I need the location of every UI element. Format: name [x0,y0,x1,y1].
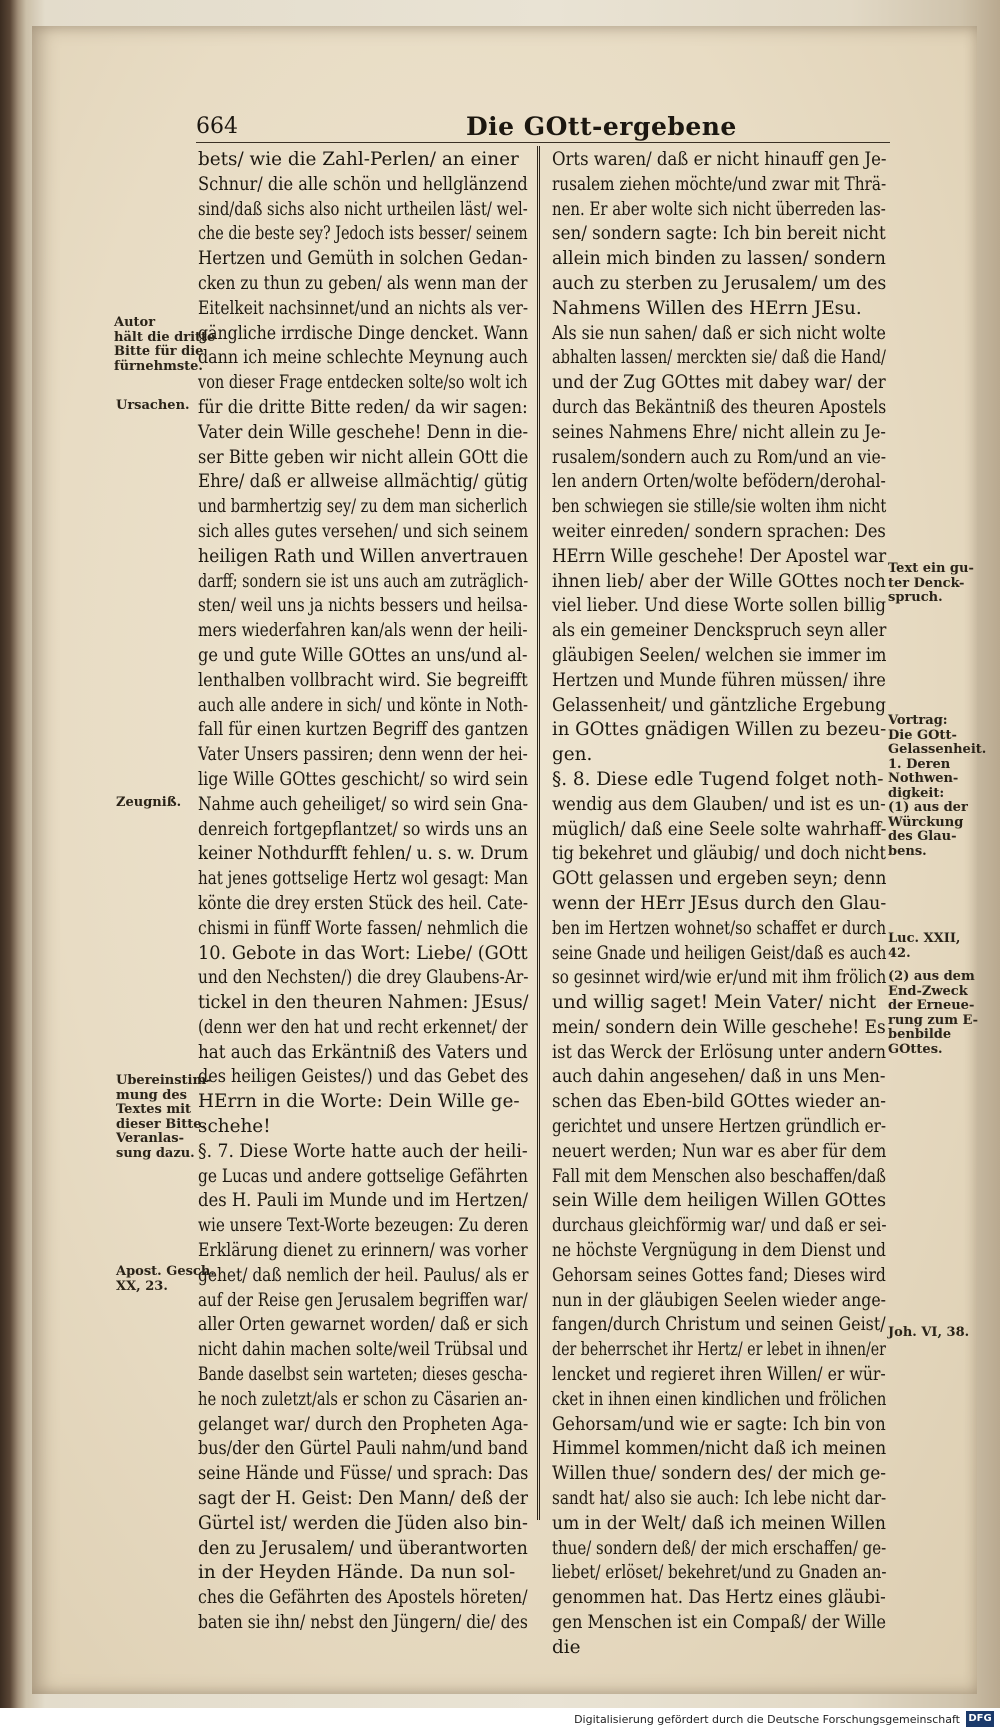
margin-note-zeugniss: Zeugniß. [116,795,182,810]
text-line: und den Nechsten/) die drey Glaubens-Ar- [198,967,529,989]
text-line: he noch zuletzt/als er schon zu Cäsarien an- [198,1388,528,1410]
text-line: Vater dein Wille geschehe! Denn in die- [198,421,529,443]
text-line: fangen/durch Christum und seinen Geist/ [552,1314,886,1336]
text-line: bets/ wie die Zahl-Perlen/ an einer [198,149,519,170]
text-line: und willig saget! Mein Vater/ nicht [552,992,877,1014]
text-line: len andern Orten/wolte befödern/derohal- [552,471,886,493]
text-line: denreich fortgepflantzet/ so wirds uns an [198,818,528,840]
text-line: weiter einreden/ sondern sprachen: Des [552,520,886,542]
text-line: sen/ sondern sagte: Ich bin bereit nicht [552,223,886,245]
text-line: abhalten lassen/ merckten sie/ daß die Hand/ [552,347,886,369]
margin-note-uebereinstimmung: Ubereinstim- mung des Textes mit dieser Bitte. Veranlas- sung dazu. [116,1073,212,1161]
text-line: Himmel kommen/nicht daß ich meinen [552,1438,887,1460]
text-line: wie unsere Text-Worte bezeugen: Zu deren [198,1215,529,1237]
text-line: Gehorsam seines Gottes fand; Dieses wird [552,1264,886,1286]
margin-note-endzweck: (2) aus dem End-Zweck der Erneue- rung zum E- benbilde GOttes. [888,969,979,1057]
text-line: tig bekehret und gläubig/ und doch nicht [552,843,886,865]
text-line: als ein gemeiner Denckspruch seyn aller [552,620,887,642]
text-line: Fall mit dem Menschen also beschaffen/daß [552,1165,886,1187]
text-line: HErrn in die Worte: Dein Wille ge- [198,1091,520,1113]
text-line: ne höchste Vergnügung in dem Dienst und [552,1240,886,1262]
text-line: für die dritte Bitte reden/ da wir sagen: [198,396,528,418]
column-divider [537,146,540,1520]
text-line: baten sie ihn/ nebst den Jüngern/ die/ des [198,1612,528,1634]
text-line: Ehre/ daß er allweise allmächtig/ gütig [198,471,528,493]
text-line: Erklärung dienet zu erinnern/ was vorher [198,1240,528,1262]
text-line: lige Wille GOttes geschicht/ so wird sein [198,768,529,790]
text-line: 10. Gebote in das Wort: Liebe/ (GOtt [198,942,528,964]
text-line: HErrn Wille geschehe! Der Apostel war [552,545,887,567]
page-number: 664 [196,114,238,139]
margin-note-luc: Luc. XXII, 42. [888,931,961,961]
text-line: cken zu thun zu geben/ als wenn man der [198,272,528,294]
text-line: nun in der gläubigen Seelen wieder ange- [552,1289,886,1311]
dfg-logo-icon: DFG [966,1711,994,1727]
text-line: auch zu sterben zu Jerusalem/ um des [552,272,887,294]
footer-credit: Digitalisierung gefördert durch die Deutsche Forschungsgemeinschaft [574,1713,960,1726]
text-line: schehe! [198,1116,271,1138]
margin-note-text-spruch: Text ein gu- ter Denck- spruch. [888,561,974,605]
text-line: §. 8. Diese edle Tugend folget noth- [552,768,884,790]
text-line: Eitelkeit nachsinnet/und an nichts als ver- [198,297,529,319]
text-line: Gehorsam/und wie er sagte: Ich bin von [552,1413,886,1435]
text-line: sten/ weil uns ja nichts bessers und heilsa- [198,595,528,617]
running-title: Die GOtt-ergebene [466,112,737,141]
text-line: lenthalben vollbracht wird. Sie begreifft [198,669,528,691]
text-line: nicht dahin machen solte/weil Trübsal und [198,1339,528,1361]
text-line: dann ich meine schlechte Meynung auch [198,347,528,369]
page-header [196,112,890,144]
text-line: und barmhertzig sey/ zu dem man sicherlich [198,496,528,518]
text-line: sein Wille dem heiligen Willen GOttes [552,1190,887,1212]
text-line: ser Bitte geben wir nicht allein GOtt die [198,446,529,468]
right-text-column [552,148,886,1661]
text-line: Bande daselbst sein warteten; dieses gescha- [198,1364,528,1386]
text-line: tickel in den theuren Nahmen: JEsus/ [198,992,529,1014]
text-line: Gürtel ist/ werden die Jüden also bin- [198,1512,528,1534]
text-line: Schnur/ die alle schön und hellglänzend [198,173,528,195]
margin-note-autor: Autor hält die dritte Bitte für die fürnehmste. [114,315,216,374]
text-line: den zu Jerusalem/ und überantworten [198,1537,528,1559]
text-line: gen Menschen ist ein Compaß/ der Wille [552,1612,887,1634]
text-line: durchaus gleichförmig war/ und daß er sei- [552,1215,887,1237]
text-line: Vater Unsers passiren; denn wenn der hei- [198,744,528,766]
text-line: hat auch das Erkäntniß des Vaters und [198,1041,528,1063]
text-line: allein mich binden zu lassen/ sondern [552,248,886,270]
text-line: so gesinnet wird/wie er/und mit ihm frölich [552,967,887,989]
text-line: um in der Welt/ daß ich meinen Willen [552,1512,886,1534]
text-line: Hertzen und Munde führen müssen/ ihre [552,669,886,691]
text-line: die [552,1636,581,1658]
text-line: wendig aus dem Glauben/ und ist es un- [552,793,886,815]
text-line: ge und gute Wille GOttes an uns/und al- [198,644,528,666]
text-line: sandt hat/ also sie auch: Ich lebe nicht dar- [552,1488,887,1510]
text-line: neuert werden; Nun war es aber für dem [552,1140,887,1162]
header-rule [196,142,890,143]
text-line: auch alle andere in sich/ und könte in Noth- [198,694,529,716]
text-line: schen das Eben-bild GOttes wieder an- [552,1091,886,1113]
text-line: des heiligen Geistes/) und das Gebet des [198,1066,529,1088]
text-line: gehet/ daß nemlich der heil. Paulus/ als er [198,1264,529,1286]
text-line: auf der Reise gen Jerusalem begriffen war/ [198,1289,528,1311]
text-line: Willen thue/ sondern des/ der mich ge- [552,1463,887,1485]
text-line: bus/der den Gürtel Pauli nahm/und band [198,1438,528,1460]
text-line: ben im Hertzen wohnet/so schaffet er durch [552,917,887,939]
text-line: müglich/ daß eine Seele solte wahrhaff- [552,818,887,840]
text-line: wenn der HErr JEsus durch den Glau- [552,892,887,914]
text-line: che die beste sey? Jedoch ists besser/ seinem [198,223,528,245]
text-line: von dieser Frage entdecken solte/so wolt ich [198,372,528,394]
text-line: darff; sondern sie ist uns auch am zuträglich- [198,570,529,592]
text-line: GOtt gelassen und ergeben seyn; denn [552,868,887,890]
text-line: chismi in fünff Worte fassen/ nehmlich die [198,917,529,939]
text-line: des H. Pauli im Munde und im Hertzen/ [198,1190,529,1212]
text-line: gerichtet und unsere Hertzen gründlich er- [552,1116,887,1138]
text-line: heiligen Rath und Willen anvertrauen [198,545,528,567]
margin-note-ursachen: Ursachen. [116,398,190,413]
text-line: der beherrschet ihr Hertz/ er lebet in ihnen/er [552,1339,886,1361]
text-line: durch das Bekäntniß des theuren Apostels [552,396,887,418]
text-line: §. 7. Diese Worte hatte auch der heili- [198,1140,528,1162]
text-line: sich alles gutes versehen/ und sich seinem [198,520,529,542]
text-line: Nahme auch geheiliget/ so wird sein Gna- [198,793,528,815]
text-line: genommen hat. Das Hertz eines gläubi- [552,1587,886,1609]
text-line: Gelassenheit/ und gäntzliche Ergebung [552,694,886,716]
text-line: cket in ihnen einen kindlichen und frölichen [552,1388,887,1410]
text-line: gen. [552,744,593,766]
text-line: gängliche irrdische Dinge dencket. Wann [198,322,529,344]
text-line: thue/ sondern deß/ der mich erschaffen/ ge- [552,1537,887,1559]
text-line: sind/daß sichs also nicht urtheilen läst/ wel- [198,198,528,220]
text-line: Nahmens Willen des HErrn JEsu. [552,297,862,319]
text-line: in GOttes gnädigen Willen zu bezeu- [552,719,887,741]
text-line: hat jenes gottselige Hertz wol gesagt: Man [198,868,528,890]
text-line: nen. Er aber wolte sich nicht überreden las- [552,198,886,220]
text-line: ches die Gefährten des Apostels höreten/ [198,1587,528,1609]
text-line: Orts waren/ daß er nicht hinauff gen Je- [552,149,887,170]
text-line: seine Gnade und heiligen Geist/daß es auch [552,942,887,964]
text-line: rusalem ziehen möchte/und zwar mit Thrä- [552,173,887,195]
text-line: ist das Werck der Erlösung unter andern [552,1041,887,1063]
text-line: rusalem/sondern auch zu Rom/und an vie- [552,446,887,468]
margin-note-joh: Joh. VI, 38. [888,1325,970,1340]
text-line: mers wiederfahren kan/als wenn der heili- [198,620,528,642]
text-line: mein/ sondern dein Wille geschehe! Es [552,1016,886,1038]
text-line: lencket und regieret ihren Willen/ er wür- [552,1364,886,1386]
margin-note-apostelgeschichte: Apost. Gesch. XX, 23. [116,1264,215,1294]
text-line: aller Orten gewarnet worden/ daß er sich [198,1314,529,1336]
text-line: seine Hände und Füsse/ und sprach: Das [198,1463,529,1485]
text-line: keiner Nothdurfft fehlen/ u. s. w. Drum [198,843,529,865]
text-line: Hertzen und Gemüth in solchen Gedan- [198,248,528,270]
text-line: liebet/ erlöset/ bekehret/und zu Gnaden an- [552,1562,887,1584]
text-line: sagt der H. Geist: Den Mann/ deß der [198,1488,529,1510]
left-text-column [198,148,528,1636]
text-line: gläubigen Seelen/ welchen sie immer im [552,644,887,666]
text-line: gelanget war/ durch den Propheten Aga- [198,1413,529,1435]
text-line: auch dahin angesehen/ daß in uns Men- [552,1066,886,1088]
text-line: könte die drey ersten Stück des heil. Cate- [198,892,529,914]
text-line: (denn wer den hat und recht erkennet/ der [198,1016,528,1038]
text-line: ben schwiegen sie stille/sie wolten ihm nicht [552,496,887,518]
text-line: und der Zug GOttes mit dabey war/ der [552,372,886,394]
margin-note-vortrag: Vortrag: Die GOtt- Gelassenheit. 1. Deren Nothwen- digkeit: (1) aus der Würckung des Glau- bens. [888,713,987,859]
text-line: viel lieber. Und diese Worte sollen billig [552,595,886,617]
text-line: fall für einen kurtzen Begriff des gantzen [198,719,529,741]
text-line: seines Nahmens Ehre/ nicht allein zu Je- [552,421,886,443]
text-line: in der Heyden Hände. Da nun sol- [198,1562,516,1584]
text-line: Als sie nun sahen/ daß er sich nicht wolte [552,322,886,344]
text-line: ge Lucas und andere gottselige Gefährten [198,1165,528,1187]
text-line: ihnen lieb/ aber der Wille GOttes noch [552,570,886,592]
